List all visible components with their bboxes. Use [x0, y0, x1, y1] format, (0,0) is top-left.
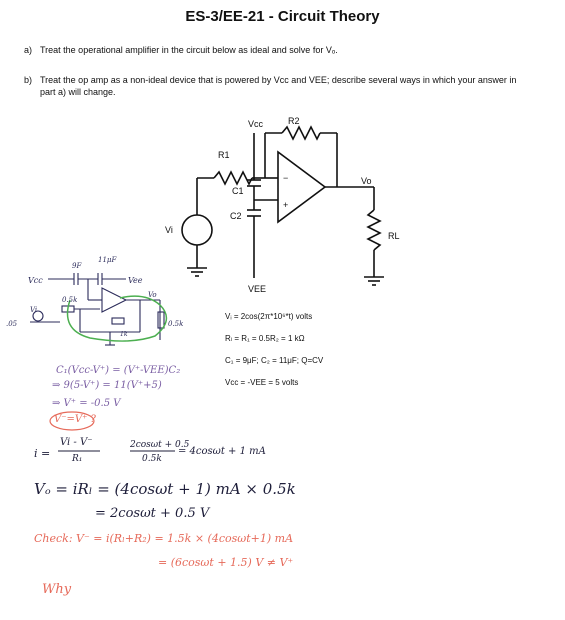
vo-label: Vo — [361, 176, 372, 186]
hand-check-line: Check: V⁻ = i(Rₗ+R₂) = 1.5k × (4cosωt+1) mA — [34, 532, 294, 545]
opamp-minus-label: − — [283, 173, 289, 183]
vi-label: Vi — [165, 225, 173, 235]
question-a-label: a) — [24, 45, 33, 55]
hand-i-result: = 4cosωt + 1 mA — [178, 446, 266, 457]
page-title: ES-3/EE-21 - Circuit Theory — [185, 8, 380, 25]
given-r: Rₗ = R₁ = 0.5R₂ = 1 kΩ — [225, 334, 305, 343]
r2-label: R2 — [288, 116, 300, 126]
given-vi: Vᵢ = 2cos(2π*10⁶*t) volts — [225, 312, 313, 321]
vcc-label: Vcc — [248, 119, 264, 129]
rl-label: RL — [388, 231, 400, 241]
hand-i-num: Vi - V⁻ — [60, 437, 93, 448]
sketch-rl-label: 0.5k — [168, 320, 184, 328]
givens-list — [225, 312, 323, 400]
hand-check-result: = (6cosωt + 1.5) V ≠ V⁺ — [158, 556, 294, 569]
sketch-vi-label: Vi — [30, 306, 38, 314]
sketch-vo-label: Vo — [148, 291, 157, 299]
hand-line-1: C₁(Vcc-V⁺) = (V⁺-VEE)C₂ — [56, 365, 181, 376]
hand-line-2: ⇒ 9(5-V⁺) = 11(V⁺+5) — [52, 380, 162, 391]
op-amp — [278, 152, 325, 222]
c2-label: C2 — [230, 211, 242, 221]
sketch-vee-label: Vee — [128, 276, 143, 285]
question-a-text: Treat the operational amplifier in the circuit below as ideal and solve for Vₒ. — [40, 45, 338, 55]
given-c: C₁ = 9μF; C₂ = 11μF; Q=CV — [225, 356, 324, 365]
hand-why: Why — [42, 582, 72, 597]
c1-label: C1 — [232, 186, 244, 196]
hand-i-den: R₁ — [72, 454, 83, 464]
hand-i-eq: i = — [34, 447, 51, 460]
sketch-source-label: .05 — [6, 320, 18, 328]
sketch-vcc-label: Vcc — [28, 276, 43, 285]
hand-line-3: ⇒ V⁺ = -0.5 V — [52, 398, 121, 409]
sketch-r2-label: 1k — [120, 331, 128, 338]
vi-source — [182, 215, 212, 245]
vee-label: VEE — [248, 284, 267, 294]
sketch-circuit — [30, 273, 164, 345]
opamp-plus-label: + — [283, 200, 289, 210]
r2-resistor — [282, 127, 320, 139]
r1-resistor — [214, 172, 252, 184]
sketch-highlight-loop — [68, 296, 167, 341]
question-b-text: Treat the op amp as a non-ideal device that is powered by Vcc and VEE; describe several ways in which your answer in part a) will change. — [40, 75, 517, 97]
hand-line-4: V⁻=V⁺ ? — [54, 414, 96, 425]
sketch-c2-label: 11μF — [98, 256, 117, 264]
hand-vo-result: = 2cosωt + 0.5 V — [95, 506, 210, 521]
sketch-c1-label: 9F — [72, 262, 82, 270]
hand-i-num2: 2cosωt + 0.5 — [130, 440, 190, 450]
r1-label: R1 — [218, 150, 230, 160]
sketch-r-label: 0.5k — [62, 296, 78, 304]
hand-vo-line: Vₒ = iRₗ = (4cosωt + 1) mA × 0.5k — [34, 480, 296, 498]
given-vcc: Vcc = -VEE = 5 volts — [225, 378, 299, 387]
question-b-label: b) — [24, 75, 33, 85]
hand-i-den2: 0.5k — [142, 454, 162, 464]
rl-resistor — [368, 210, 380, 250]
